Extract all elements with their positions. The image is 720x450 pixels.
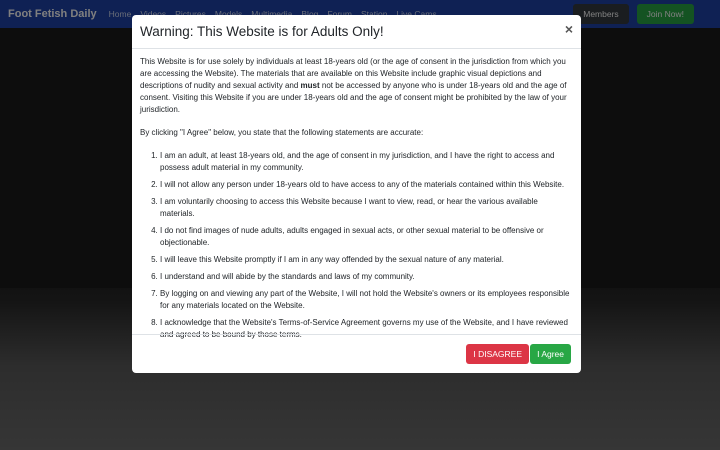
statement-item: 1. I am an adult, at least 18-years old, and the age of consent in my jurisdiction, and I have the right to access and possess adult material in my community. [160,150,573,174]
statement-item: 8. I acknowledge that the Website's Terms-of-Service Agreement governs my use of the Website, and I have reviewed and agreed to be bound by those terms. [160,317,573,341]
lead-paragraph: By clicking "I Agree" below, you state that the following statements are accurate: [140,128,424,137]
modal-header [132,15,581,49]
age-warning-modal [132,15,581,373]
intro-bold-must: must [300,81,320,90]
intro-paragraph [140,56,573,116]
statement-item: 6. I understand and will abide by the standards and laws of my community. [160,271,573,283]
statements-list [140,150,573,341]
statement-item: 4. I do not find images of nude adults, adults engaged in sexual acts, or other sexual material to be offensive or objectionable. [160,225,573,249]
statement-item: 2. I will not allow any person under 18-years old to have access to any of the materials contained within this Website. [160,179,573,191]
disagree-button[interactable]: I DISAGREE [466,344,529,364]
modal-title: Warning: This Website is for Adults Only! [140,24,384,39]
statement-item: 7. By logging on and viewing any part of the Website, I will not hold the Website's owners or its employees responsible for any materials located on the Website. [160,288,573,312]
intro-text-1: This Website is for use solely by individuals at least 18-years old (or the age of consent in the jurisdiction from which you are accessing the Website). The materials that are available on this Website include graphic visual depictions and descriptions of nudity and sexual activity and [140,57,566,90]
intro-text-2: not be accessed by anyone who is under 18-years old and the age of consent. Visiting this Website if you are under 18-years old and the age of consent might be prohibited by the law of your jurisdiction. [140,81,567,114]
modal-footer [132,334,581,373]
close-icon[interactable]: × [564,21,573,37]
statement-item: 5. I will leave this Website promptly if I am in any way offended by the sexual nature of any material. [160,254,573,266]
agree-button[interactable]: I Agree [530,344,571,364]
statement-item: 3. I am voluntarily choosing to access this Website because I want to view, read, or hear the various available materials. [160,196,573,220]
modal-body [132,49,581,339]
